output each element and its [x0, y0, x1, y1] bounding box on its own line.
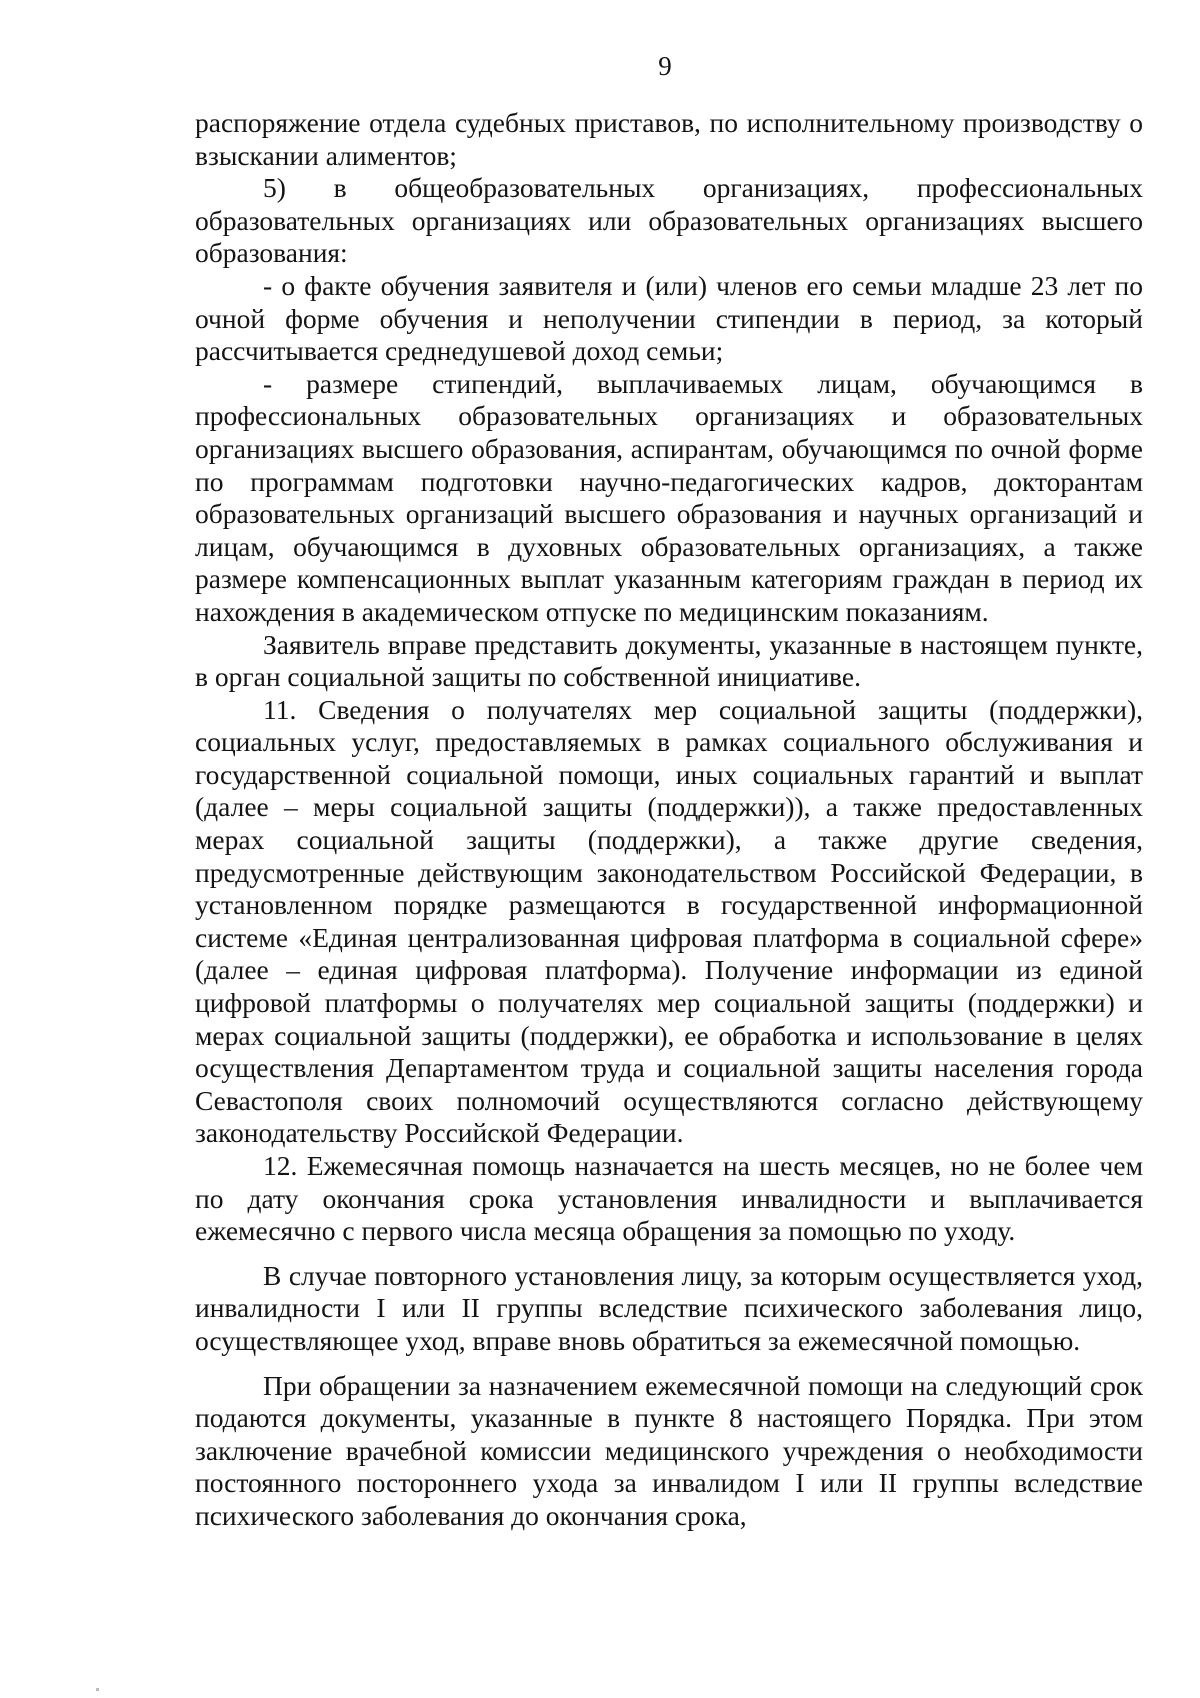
- paragraph-3: - о факте обучения заявителя и (или) членов его семьи младше 23 лет по очной форме обучения и неполучении стипендии в период, за который рассчитывается среднедушевой доход семьи;: [195, 269, 1143, 367]
- scan-artifact: [96, 1688, 99, 1691]
- paragraph-9: При обращении за назначением ежемесячной помощи на следующий срок подаются документы, указанные в пункте 8 настоящего Порядка. При этом заключение врачебной комиссии медицинского учреждения о необходимости постоянного постороннего ухода за инвалидом I или II группы вследствие психического заболевания до окончания срока,: [195, 1369, 1143, 1531]
- page-number: 9: [658, 51, 672, 81]
- paragraph-2: 5) в общеобразовательных организациях, профессиональных образовательных организациях или образовательных организациях высшего образования:: [195, 172, 1143, 269]
- paragraph-7: 12. Ежемесячная помощь назначается на шесть месяцев, но не более чем по дату окончания срока установления инвалидности и выплачивается ежемесячно с первого числа месяца обращения за помощью по уходу.: [195, 1150, 1143, 1247]
- paragraph-6: 11. Сведения о получателях мер социальной защиты (поддержки), социальных услуг, предоставляемых в рамках социального обслуживания и государственной социальной помощи, иных социальных гарантий и выплат (далее – меры социальной защиты (поддержки)), а также предоставленных мерах социальной защиты (поддержки), а также другие сведения, предусмотренные действующим законодательством Российской Федерации, в установленном порядке размещаются в государственной информационной системе «Единая централизованная цифровая платформа в социальной сфере» (далее – единая цифровая платформа). Получение информации из единой цифровой платформы о получателях мер социальной защиты (поддержки) и мерах социальной защиты (поддержки), ее обработка и использование в целях осуществления Департаментом труда и социальной защиты населения города Севастополя своих полномочий осуществляются согласно действующему законодательству Российской Федерации.: [195, 693, 1143, 1149]
- paragraph-4: - размере стипендий, выплачиваемых лицам, обучающимся в профессиональных образовательных организациях и образовательных организациях высшего образования, аспирантам, обучающимся по очной форме по программам подготовки научно-педагогических кадров, докторантам образовательных организаций высшего образования и научных организаций и лицам, обучающимся в духовных образовательных организациях, а также размере компенсационных выплат указанным категориям граждан в период их нахождения в академическом отпуске по медицинским показаниям.: [195, 367, 1143, 627]
- paragraph-8: В случае повторного установления лицу, за которым осуществляется уход, инвалидности I или II группы вследствие психического заболевания лицо, осуществляющее уход, вправе вновь обратиться за ежемесячной помощью.: [195, 1259, 1143, 1356]
- paragraph-1: распоряжение отдела судебных приставов, по исполнительному производству о взыскании алиментов;: [195, 107, 1143, 171]
- paragraph-5: Заявитель вправе представить документы, указанные в настоящем пункте, в орган социальной защиты по собственной инициативе.: [195, 628, 1143, 693]
- document-body: [195, 107, 1143, 1533]
